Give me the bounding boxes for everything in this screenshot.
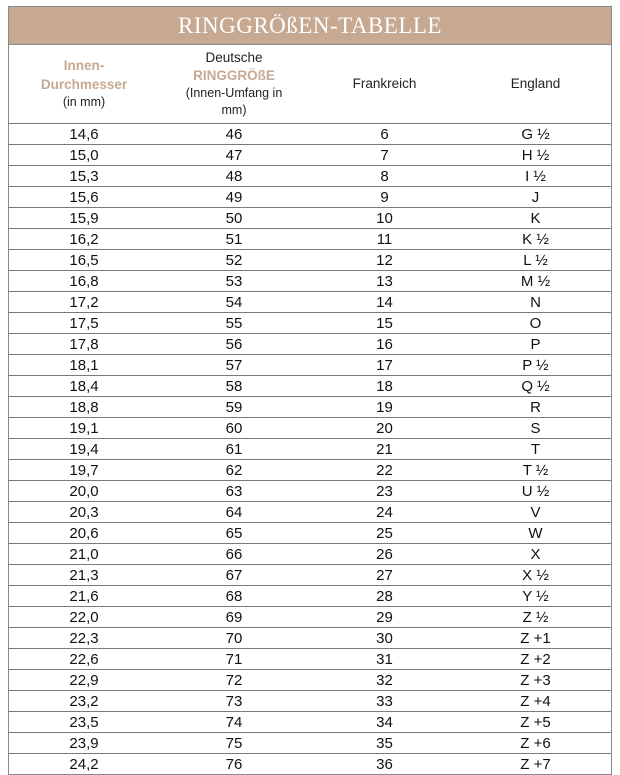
cell-england-size: O	[460, 313, 611, 334]
cell-england-size: W	[460, 523, 611, 544]
cell-inner-diameter: 23,5	[9, 712, 159, 733]
cell-german-size: 65	[159, 523, 309, 544]
cell-inner-diameter: 19,7	[9, 460, 159, 481]
cell-inner-diameter: 21,6	[9, 586, 159, 607]
table-row	[9, 334, 611, 355]
cell-german-size: 47	[159, 145, 309, 166]
cell-german-size: 73	[159, 691, 309, 712]
cell-inner-diameter: 17,2	[9, 292, 159, 313]
cell-england-size: V	[460, 502, 611, 523]
cell-german-size: 49	[159, 187, 309, 208]
cell-france-size: 32	[309, 670, 460, 691]
cell-france-size: 14	[309, 292, 460, 313]
cell-german-size: 68	[159, 586, 309, 607]
cell-england-size: U ½	[460, 481, 611, 502]
cell-inner-diameter: 18,4	[9, 376, 159, 397]
table-row	[9, 544, 611, 565]
cell-england-size: X ½	[460, 565, 611, 586]
cell-german-size: 58	[159, 376, 309, 397]
cell-france-size: 24	[309, 502, 460, 523]
cell-france-size: 15	[309, 313, 460, 334]
cell-inner-diameter: 16,2	[9, 229, 159, 250]
cell-german-size: 75	[159, 733, 309, 754]
cell-german-size: 60	[159, 418, 309, 439]
cell-england-size: Z +1	[460, 628, 611, 649]
cell-inner-diameter: 22,0	[9, 607, 159, 628]
cell-france-size: 20	[309, 418, 460, 439]
cell-france-size: 19	[309, 397, 460, 418]
table-row	[9, 418, 611, 439]
cell-german-size: 69	[159, 607, 309, 628]
cell-inner-diameter: 19,1	[9, 418, 159, 439]
cell-german-size: 67	[159, 565, 309, 586]
cell-inner-diameter: 22,9	[9, 670, 159, 691]
cell-england-size: P ½	[460, 355, 611, 376]
cell-england-size: K ½	[460, 229, 611, 250]
header-german-ring-size: Deutsche RINGGRÖßE (Innen-Umfang in mm)	[159, 45, 309, 124]
cell-france-size: 17	[309, 355, 460, 376]
cell-inner-diameter: 20,3	[9, 502, 159, 523]
cell-england-size: R	[460, 397, 611, 418]
cell-inner-diameter: 21,3	[9, 565, 159, 586]
cell-england-size: M ½	[460, 271, 611, 292]
cell-england-size: P	[460, 334, 611, 355]
cell-france-size: 26	[309, 544, 460, 565]
cell-german-size: 72	[159, 670, 309, 691]
cell-inner-diameter: 24,2	[69, 755, 99, 773]
cell-france-size: 25	[309, 523, 460, 544]
table-title: RINGGRÖßEN-TABELLE	[9, 7, 611, 45]
table-row	[9, 124, 611, 145]
cell-england-size: N	[460, 292, 611, 313]
cell-england-size: L ½	[460, 250, 611, 271]
header-france: Frankreich	[309, 45, 460, 124]
cell-england-size: Q ½	[460, 376, 611, 397]
ring-size-table	[9, 45, 611, 774]
cell-german-size: 50	[159, 208, 309, 229]
cell-inner-diameter: 16,8	[9, 271, 159, 292]
cell-france-size: 13	[309, 271, 460, 292]
cell-inner-diameter: 22,6	[9, 649, 159, 670]
cell-german-size: 62	[159, 460, 309, 481]
cell-german-size: 57	[159, 355, 309, 376]
cell-inner-diameter: 16,5	[9, 250, 159, 271]
cell-england-size: G ½	[460, 124, 611, 145]
cell-german-size: 55	[159, 313, 309, 334]
cell-france-size: 22	[309, 460, 460, 481]
cell-inner-diameter: 15,6	[9, 187, 159, 208]
cell-inner-diameter: 23,9	[9, 733, 159, 754]
cell-inner-diameter: 18,1	[9, 355, 159, 376]
cell-inner-diameter: 18,8	[9, 397, 159, 418]
cell-france-size: 29	[309, 607, 460, 628]
table-row	[9, 691, 611, 712]
cell-german-size: 64	[159, 502, 309, 523]
cell-france-size: 31	[309, 649, 460, 670]
cell-inner-diameter: 23,2	[9, 691, 159, 712]
table-row	[9, 586, 611, 607]
table-row	[9, 187, 611, 208]
cell-inner-diameter: 22,3	[9, 628, 159, 649]
cell-france-size: 12	[309, 250, 460, 271]
header-inner-diameter: Innen- Durchmesser (in mm)	[9, 45, 159, 124]
cell-german-size: 63	[159, 481, 309, 502]
cell-german-size: 46	[159, 124, 309, 145]
cell-england-size: T ½	[460, 460, 611, 481]
cell-german-size: 59	[159, 397, 309, 418]
cell-france-size: 8	[309, 166, 460, 187]
table-row	[9, 754, 611, 775]
cell-england-size: J	[460, 187, 611, 208]
header-row	[9, 45, 611, 124]
cell-inner-diameter: 21,0	[9, 544, 159, 565]
ring-size-table-sheet	[8, 6, 612, 775]
cell-german-size: 52	[159, 250, 309, 271]
table-row	[9, 481, 611, 502]
cell-france-size: 18	[309, 376, 460, 397]
cell-france-size: 36	[376, 755, 393, 773]
table-row	[9, 145, 611, 166]
cell-england-size: Z ½	[460, 607, 611, 628]
cell-france-size: 23	[309, 481, 460, 502]
cell-france-size: 35	[309, 733, 460, 754]
table-row	[9, 712, 611, 733]
table-row	[9, 271, 611, 292]
cell-inner-diameter: 17,8	[9, 334, 159, 355]
table-row	[9, 250, 611, 271]
cell-england-size: Z +4	[460, 691, 611, 712]
table-body	[9, 124, 611, 775]
cell-german-size: 66	[159, 544, 309, 565]
cell-england-size: I ½	[460, 166, 611, 187]
cell-german-size: 48	[159, 166, 309, 187]
cell-england-size: T	[460, 439, 611, 460]
header-england: England	[460, 45, 611, 124]
cell-german-size: 70	[159, 628, 309, 649]
cell-england-size: Z +6	[460, 733, 611, 754]
cell-inner-diameter: 14,6	[9, 124, 159, 145]
cell-france-size: 33	[309, 691, 460, 712]
table-row	[9, 565, 611, 586]
cell-france-size: 9	[309, 187, 460, 208]
table-row	[9, 166, 611, 187]
cell-france-size: 30	[309, 628, 460, 649]
cell-france-size: 21	[309, 439, 460, 460]
cell-france-size: 6	[309, 124, 460, 145]
table-row	[9, 208, 611, 229]
table-row	[9, 670, 611, 691]
table-row	[9, 376, 611, 397]
cell-england-size: Z +3	[460, 670, 611, 691]
table-row	[9, 607, 611, 628]
cell-england-size: Z +5	[460, 712, 611, 733]
cell-england-size: Z +7	[520, 755, 551, 773]
table-row	[9, 229, 611, 250]
cell-france-size: 34	[309, 712, 460, 733]
table-row	[9, 460, 611, 481]
cell-german-size: 61	[159, 439, 309, 460]
table-row	[9, 397, 611, 418]
cell-france-size: 11	[309, 229, 460, 250]
table-row	[9, 355, 611, 376]
cell-england-size: Z +2	[460, 649, 611, 670]
cell-german-size: 71	[159, 649, 309, 670]
cell-england-size: X	[460, 544, 611, 565]
cell-german-size: 54	[159, 292, 309, 313]
cell-france-size: 28	[309, 586, 460, 607]
cell-german-size: 51	[159, 229, 309, 250]
cell-inner-diameter: 15,0	[9, 145, 159, 166]
table-row	[9, 439, 611, 460]
table-row	[9, 628, 611, 649]
cell-england-size: H ½	[460, 145, 611, 166]
table-row	[9, 523, 611, 544]
cell-france-size: 27	[309, 565, 460, 586]
table-row	[9, 502, 611, 523]
cell-inner-diameter: 20,0	[9, 481, 159, 502]
table-row	[9, 313, 611, 334]
cell-german-size: 74	[159, 712, 309, 733]
table-row	[9, 649, 611, 670]
cell-england-size: S	[460, 418, 611, 439]
cell-inner-diameter: 19,4	[9, 439, 159, 460]
cell-inner-diameter: 17,5	[9, 313, 159, 334]
cell-england-size: K	[460, 208, 611, 229]
cell-german-size: 53	[159, 271, 309, 292]
table-row	[9, 733, 611, 754]
cell-german-size: 76	[225, 755, 243, 773]
cell-france-size: 10	[309, 208, 460, 229]
cell-german-size: 56	[159, 334, 309, 355]
cell-england-size: Y ½	[460, 586, 611, 607]
cell-france-size: 7	[309, 145, 460, 166]
cell-france-size: 16	[309, 334, 460, 355]
cell-inner-diameter: 15,9	[9, 208, 159, 229]
cell-inner-diameter: 15,3	[9, 166, 159, 187]
table-row	[9, 292, 611, 313]
cell-inner-diameter: 20,6	[9, 523, 159, 544]
